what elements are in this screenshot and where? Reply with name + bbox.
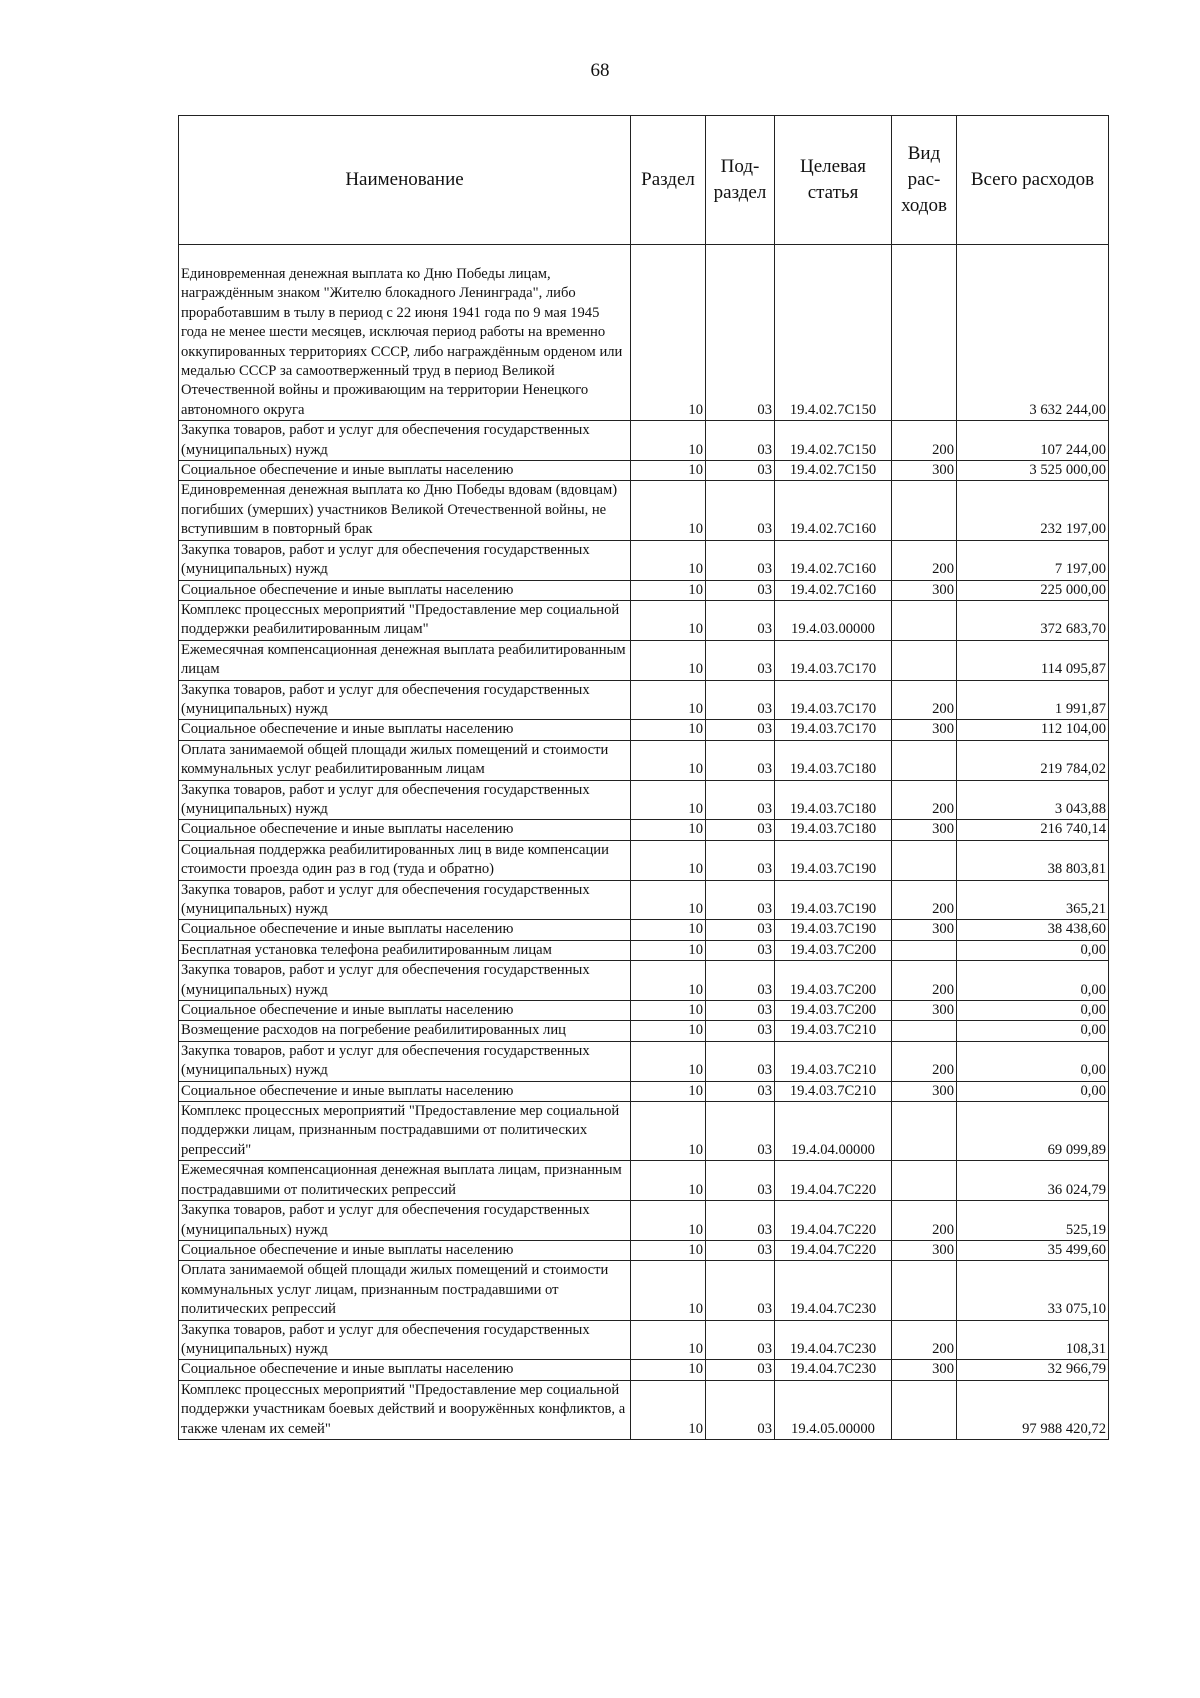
spacer-cell [957, 245, 1109, 266]
cell-target: 19.4.03.7С200 [775, 1001, 892, 1021]
cell-total: 97 988 420,72 [957, 1380, 1109, 1439]
table-row [179, 961, 1109, 1001]
cell-total: 232 197,00 [957, 481, 1109, 540]
cell-total: 112 104,00 [957, 720, 1109, 740]
cell-target: 19.4.02.7С150 [775, 421, 892, 461]
cell-target: 19.4.02.7С160 [775, 540, 892, 580]
spacer-cell [706, 245, 775, 266]
cell-type: 200 [892, 1041, 957, 1081]
spacer-cell [892, 245, 957, 266]
header-subsection-text: Под- раздел [713, 156, 767, 203]
cell-total: 525,19 [957, 1201, 1109, 1241]
table-row [179, 740, 1109, 780]
cell-section: 10 [631, 1261, 706, 1320]
cell-name: Закупка товаров, работ и услуг для обеспечения государственных (муниципальных) нужд [179, 680, 631, 720]
cell-subsection: 03 [706, 940, 775, 960]
cell-subsection: 03 [706, 1320, 775, 1360]
cell-subsection: 03 [706, 640, 775, 680]
cell-total: 114 095,87 [957, 640, 1109, 680]
cell-section: 10 [631, 600, 706, 640]
cell-target: 19.4.03.7С210 [775, 1021, 892, 1041]
table-row [179, 1041, 1109, 1081]
cell-target: 19.4.03.00000 [775, 600, 892, 640]
cell-type: 300 [892, 920, 957, 940]
cell-name: Комплекс процессных мероприятий "Предоставление мер социальной поддержки реабилитированным лицам" [179, 600, 631, 640]
table-row [179, 461, 1109, 481]
cell-section: 10 [631, 920, 706, 940]
table-spacer-row [179, 245, 1109, 266]
table-header-row [179, 116, 1109, 245]
table-row [179, 1320, 1109, 1360]
cell-total: 1 991,87 [957, 680, 1109, 720]
table-row [179, 920, 1109, 940]
table-row [179, 1161, 1109, 1201]
table-row [179, 600, 1109, 640]
cell-target: 19.4.04.7С230 [775, 1360, 892, 1380]
cell-type: 300 [892, 820, 957, 840]
cell-type: 200 [892, 1320, 957, 1360]
spacer-cell [775, 245, 892, 266]
cell-total: 3 043,88 [957, 780, 1109, 820]
cell-total: 372 683,70 [957, 600, 1109, 640]
cell-total: 7 197,00 [957, 540, 1109, 580]
cell-type: 200 [892, 680, 957, 720]
page-number: 68 [590, 60, 610, 81]
cell-subsection: 03 [706, 600, 775, 640]
cell-target: 19.4.03.7С190 [775, 920, 892, 940]
header-target-text: Целевая статья [800, 156, 866, 203]
cell-type [892, 1380, 957, 1439]
cell-total: 225 000,00 [957, 580, 1109, 600]
cell-target: 19.4.03.7С170 [775, 680, 892, 720]
cell-name: Возмещение расходов на погребение реабилитированных лиц [179, 1021, 631, 1041]
header-section: Раздел [631, 116, 706, 245]
table-row [179, 1201, 1109, 1241]
cell-total: 32 966,79 [957, 1360, 1109, 1380]
cell-section: 10 [631, 1201, 706, 1241]
cell-total: 0,00 [957, 961, 1109, 1001]
cell-target: 19.4.03.7С170 [775, 720, 892, 740]
table-row [179, 580, 1109, 600]
cell-type [892, 1261, 957, 1320]
cell-target: 19.4.03.7С170 [775, 640, 892, 680]
cell-subsection: 03 [706, 740, 775, 780]
cell-subsection: 03 [706, 1360, 775, 1380]
cell-section: 10 [631, 680, 706, 720]
cell-name: Комплекс процессных мероприятий "Предоставление мер социальной поддержки лицам, признанным пострадавшими от политических репрессий" [179, 1102, 631, 1161]
table-row [179, 680, 1109, 720]
cell-name: Закупка товаров, работ и услуг для обеспечения государственных (муниципальных) нужд [179, 880, 631, 920]
cell-type [892, 840, 957, 880]
cell-section: 10 [631, 1021, 706, 1041]
cell-target: 19.4.03.7С210 [775, 1081, 892, 1101]
cell-type: 200 [892, 961, 957, 1001]
cell-target: 19.4.02.7С150 [775, 265, 892, 421]
cell-type: 200 [892, 421, 957, 461]
cell-target: 19.4.04.7С220 [775, 1201, 892, 1241]
cell-name: Бесплатная установка телефона реабилитированным лицам [179, 940, 631, 960]
cell-target: 19.4.03.7С210 [775, 1041, 892, 1081]
cell-total: 0,00 [957, 1021, 1109, 1041]
table-row [179, 820, 1109, 840]
cell-subsection: 03 [706, 880, 775, 920]
cell-name: Закупка товаров, работ и услуг для обеспечения государственных (муниципальных) нужд [179, 421, 631, 461]
cell-section: 10 [631, 740, 706, 780]
cell-name: Комплекс процессных мероприятий "Предоставление мер социальной поддержки участникам боевых действий и вооружённых конфликтов, а также членам их семей" [179, 1380, 631, 1439]
cell-target: 19.4.03.7С180 [775, 780, 892, 820]
header-total: Всего расходов [957, 116, 1109, 245]
cell-name: Оплата занимаемой общей площади жилых помещений и стоимости коммунальных услуг лицам, признанным пострадавшими от политических репрессий [179, 1261, 631, 1320]
cell-target: 19.4.04.7С220 [775, 1161, 892, 1201]
cell-subsection: 03 [706, 1021, 775, 1041]
cell-subsection: 03 [706, 1102, 775, 1161]
header-name: Наименование [179, 116, 631, 245]
cell-section: 10 [631, 540, 706, 580]
cell-type: 300 [892, 1240, 957, 1260]
cell-name: Закупка товаров, работ и услуг для обеспечения государственных (муниципальных) нужд [179, 540, 631, 580]
table-row [179, 840, 1109, 880]
cell-total: 3 525 000,00 [957, 461, 1109, 481]
cell-name: Социальное обеспечение и иные выплаты населению [179, 461, 631, 481]
cell-type: 300 [892, 1081, 957, 1101]
cell-section: 10 [631, 961, 706, 1001]
cell-subsection: 03 [706, 920, 775, 940]
cell-type: 300 [892, 461, 957, 481]
cell-subsection: 03 [706, 421, 775, 461]
cell-total: 38 803,81 [957, 840, 1109, 880]
cell-subsection: 03 [706, 580, 775, 600]
cell-name: Закупка товаров, работ и услуг для обеспечения государственных (муниципальных) нужд [179, 1201, 631, 1241]
table-row [179, 265, 1109, 421]
cell-subsection: 03 [706, 840, 775, 880]
cell-section: 10 [631, 880, 706, 920]
cell-section: 10 [631, 1001, 706, 1021]
table-row [179, 421, 1109, 461]
table-row [179, 640, 1109, 680]
cell-type: 200 [892, 780, 957, 820]
cell-name: Социальное обеспечение и иные выплаты населению [179, 720, 631, 740]
cell-total: 108,31 [957, 1320, 1109, 1360]
cell-type [892, 940, 957, 960]
cell-section: 10 [631, 1081, 706, 1101]
cell-section: 10 [631, 1161, 706, 1201]
cell-subsection: 03 [706, 961, 775, 1001]
cell-type: 200 [892, 540, 957, 580]
cell-type: 200 [892, 1201, 957, 1241]
cell-total: 0,00 [957, 940, 1109, 960]
cell-subsection: 03 [706, 820, 775, 840]
cell-subsection: 03 [706, 1240, 775, 1260]
cell-target: 19.4.04.7С230 [775, 1320, 892, 1360]
cell-target: 19.4.03.7С200 [775, 961, 892, 1001]
table-row [179, 780, 1109, 820]
cell-target: 19.4.04.00000 [775, 1102, 892, 1161]
header-target [775, 116, 892, 245]
cell-total: 365,21 [957, 880, 1109, 920]
cell-name: Закупка товаров, работ и услуг для обеспечения государственных (муниципальных) нужд [179, 1041, 631, 1081]
table-row [179, 481, 1109, 540]
header-type [892, 116, 957, 245]
cell-subsection: 03 [706, 540, 775, 580]
cell-subsection: 03 [706, 1201, 775, 1241]
cell-target: 19.4.04.7С220 [775, 1240, 892, 1260]
cell-section: 10 [631, 720, 706, 740]
table-row [179, 1360, 1109, 1380]
cell-section: 10 [631, 265, 706, 421]
table-row [179, 1102, 1109, 1161]
table-row [179, 1240, 1109, 1260]
cell-subsection: 03 [706, 1081, 775, 1101]
cell-subsection: 03 [706, 1001, 775, 1021]
table-body [179, 245, 1109, 1440]
cell-total: 216 740,14 [957, 820, 1109, 840]
cell-name: Ежемесячная компенсационная денежная выплата лицам, признанным пострадавшими от политических репрессий [179, 1161, 631, 1201]
cell-target: 19.4.02.7С160 [775, 580, 892, 600]
cell-section: 10 [631, 1320, 706, 1360]
cell-total: 35 499,60 [957, 1240, 1109, 1260]
cell-section: 10 [631, 1041, 706, 1081]
cell-name: Социальное обеспечение и иные выплаты населению [179, 820, 631, 840]
table-row [179, 880, 1109, 920]
cell-total: 0,00 [957, 1001, 1109, 1021]
table-row [179, 1261, 1109, 1320]
cell-subsection: 03 [706, 680, 775, 720]
cell-total: 3 632 244,00 [957, 265, 1109, 421]
cell-subsection: 03 [706, 265, 775, 421]
cell-section: 10 [631, 421, 706, 461]
cell-section: 10 [631, 481, 706, 540]
cell-name: Социальное обеспечение и иные выплаты населению [179, 580, 631, 600]
cell-total: 0,00 [957, 1041, 1109, 1081]
cell-section: 10 [631, 1102, 706, 1161]
cell-name: Закупка товаров, работ и услуг для обеспечения государственных (муниципальных) нужд [179, 780, 631, 820]
header-subsection [706, 116, 775, 245]
cell-section: 10 [631, 1380, 706, 1439]
cell-subsection: 03 [706, 1041, 775, 1081]
cell-name: Оплата занимаемой общей площади жилых помещений и стоимости коммунальных услуг реабилитированным лицам [179, 740, 631, 780]
cell-name: Социальная поддержка реабилитированных лиц в виде компенсации стоимости проезда один раз в год (туда и обратно) [179, 840, 631, 880]
cell-section: 10 [631, 580, 706, 600]
table-row [179, 1081, 1109, 1101]
cell-type [892, 265, 957, 421]
cell-name: Социальное обеспечение и иные выплаты населению [179, 1360, 631, 1380]
cell-subsection: 03 [706, 481, 775, 540]
cell-total: 219 784,02 [957, 740, 1109, 780]
cell-target: 19.4.03.7С190 [775, 840, 892, 880]
cell-target: 19.4.04.7С230 [775, 1261, 892, 1320]
cell-subsection: 03 [706, 461, 775, 481]
cell-target: 19.4.03.7С180 [775, 820, 892, 840]
cell-name: Закупка товаров, работ и услуг для обеспечения государственных (муниципальных) нужд [179, 1320, 631, 1360]
cell-type [892, 481, 957, 540]
cell-type [892, 640, 957, 680]
cell-total: 107 244,00 [957, 421, 1109, 461]
cell-name: Социальное обеспечение и иные выплаты населению [179, 1001, 631, 1021]
table-row [179, 540, 1109, 580]
cell-section: 10 [631, 840, 706, 880]
cell-subsection: 03 [706, 1161, 775, 1201]
cell-target: 19.4.02.7С150 [775, 461, 892, 481]
budget-table [178, 115, 1109, 1440]
cell-name: Единовременная денежная выплата ко Дню Победы лицам, награждённым знаком "Жителю блокадного Ленинграда", либо проработавшим в тылу в период с 22 июня 1941 года по 9 мая 1945 года не менее шести месяцев, исключая период работы на временно оккупированных территориях СССР, либо награждённым орденом или медалью СССР за самоотверженный труд в период Великой Отечественной войны и проживающим на территории Ненецкого автономного округа [179, 265, 631, 421]
cell-type: 300 [892, 1360, 957, 1380]
spacer-cell [179, 245, 631, 266]
cell-name: Социальное обеспечение и иные выплаты населению [179, 920, 631, 940]
cell-total: 0,00 [957, 1081, 1109, 1101]
cell-section: 10 [631, 640, 706, 680]
cell-type [892, 1161, 957, 1201]
cell-section: 10 [631, 820, 706, 840]
cell-name: Ежемесячная компенсационная денежная выплата реабилитированным лицам [179, 640, 631, 680]
cell-name: Социальное обеспечение и иные выплаты населению [179, 1081, 631, 1101]
table-row [179, 940, 1109, 960]
cell-type [892, 1102, 957, 1161]
cell-type: 300 [892, 1001, 957, 1021]
cell-type: 200 [892, 880, 957, 920]
header-type-text: Вид рас- ходов [901, 143, 947, 216]
cell-subsection: 03 [706, 780, 775, 820]
cell-name: Закупка товаров, работ и услуг для обеспечения государственных (муниципальных) нужд [179, 961, 631, 1001]
spacer-cell [631, 245, 706, 266]
cell-section: 10 [631, 1240, 706, 1260]
cell-total: 69 099,89 [957, 1102, 1109, 1161]
cell-target: 19.4.02.7С160 [775, 481, 892, 540]
cell-section: 10 [631, 780, 706, 820]
cell-target: 19.4.03.7С180 [775, 740, 892, 780]
table-row [179, 1001, 1109, 1021]
table-row [179, 1021, 1109, 1041]
table-row [179, 720, 1109, 740]
cell-section: 10 [631, 940, 706, 960]
cell-type [892, 740, 957, 780]
cell-total: 36 024,79 [957, 1161, 1109, 1201]
cell-section: 10 [631, 461, 706, 481]
cell-total: 33 075,10 [957, 1261, 1109, 1320]
cell-target: 19.4.03.7С190 [775, 880, 892, 920]
table-row [179, 1380, 1109, 1439]
cell-name: Социальное обеспечение и иные выплаты населению [179, 1240, 631, 1260]
cell-target: 19.4.05.00000 [775, 1380, 892, 1439]
cell-type [892, 600, 957, 640]
cell-section: 10 [631, 1360, 706, 1380]
cell-target: 19.4.03.7С200 [775, 940, 892, 960]
cell-total: 38 438,60 [957, 920, 1109, 940]
cell-type [892, 1021, 957, 1041]
cell-type: 300 [892, 580, 957, 600]
cell-type: 300 [892, 720, 957, 740]
cell-subsection: 03 [706, 1380, 775, 1439]
cell-subsection: 03 [706, 1261, 775, 1320]
cell-subsection: 03 [706, 720, 775, 740]
cell-name: Единовременная денежная выплата ко Дню Победы вдовам (вдовцам) погибших (умерших) участников Великой Отечественной войны, не вступившим в повторный брак [179, 481, 631, 540]
